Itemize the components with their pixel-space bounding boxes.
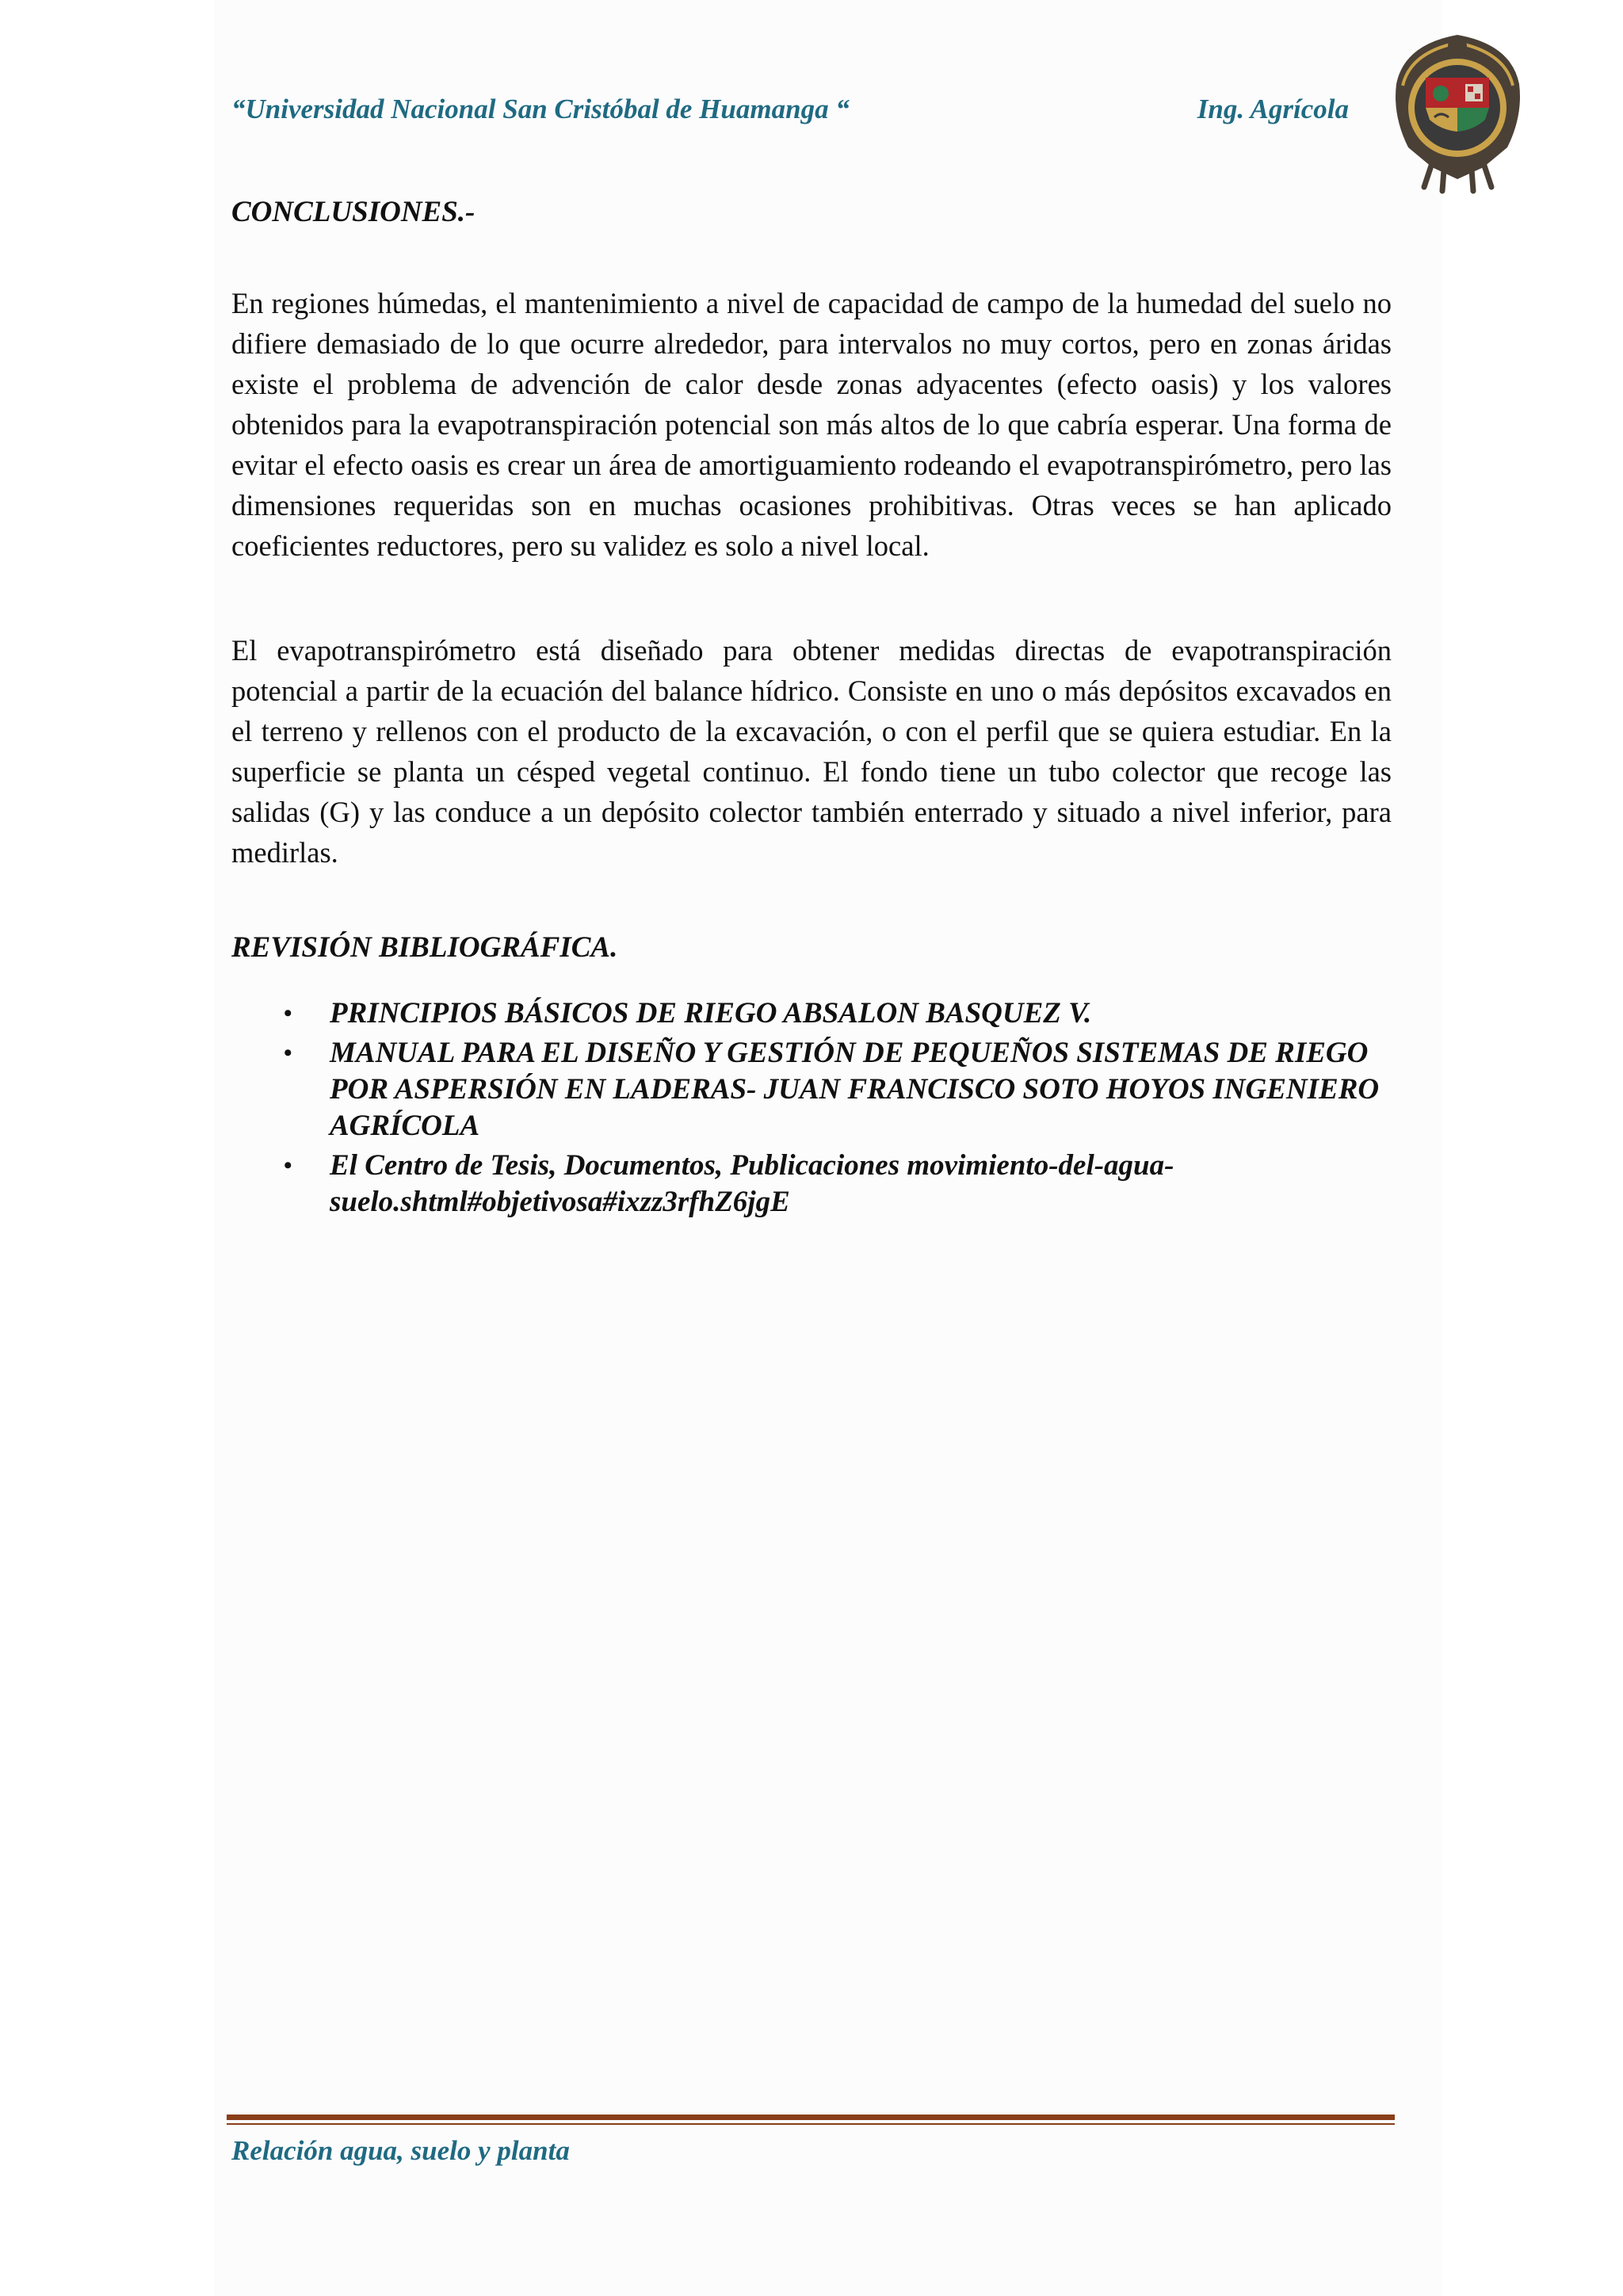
bibliography-item-text: El Centro de Tesis, Documentos, Publicaciones movimiento-del-agua-suelo.shtml#objetivosa#ixzz3rfhZ6jgE <box>330 1149 1174 1218</box>
bibliography-item <box>231 1148 1396 1221</box>
university-crest-icon <box>1388 29 1527 195</box>
footer-divider-thin <box>227 2123 1395 2125</box>
page-header <box>231 94 1349 141</box>
footer-divider <box>227 2115 1395 2120</box>
conclusions-paragraph-1: En regiones húmedas, el mantenimiento a nivel de capacidad de campo de la humedad del suelo no difiere demasiado de lo que ocurre alrededor, para intervalos no muy cortos, pero en zonas áridas existe el problema de advención de calor desde zonas adyacentes (efecto oasis) y los valores obtenidos para la evapotranspiración potencial son más altos de lo que cabría esperar. Una forma de evitar el efecto oasis es crear un área de amortiguamiento rodeando el evapotranspirómetro, pero las dimensiones requeridas son en muchas ocasiones prohibitivas. Otras veces se han aplicado coeficientes reductores, pero su validez es solo a nivel local. <box>231 286 1392 562</box>
conclusions-paragraph-2: El evapotranspirómetro está diseñado para obtener medidas directas de evapotranspiración potencial a partir de la ecuación del balance hídrico. Consiste en uno o más depósitos excavados en el terreno y rellenos con el producto de la excavación, o con el perfil que se quiera estudiar. En la superficie se planta un césped vegetal continuo. El fondo tiene un tubo colector que recoge las salidas (G) y las conduce a un depósito colector también enterrado y situado a nivel inferior, para medirlas. <box>231 633 1392 869</box>
bibliography-item <box>231 1035 1396 1144</box>
bibliography-item <box>231 995 1396 1032</box>
header-faculty-name: Ing. Agrícola <box>1197 94 1349 124</box>
footer-title: Relación agua, suelo y planta <box>231 2135 570 2166</box>
bibliography-list <box>231 995 1396 1224</box>
bibliography-item-text: PRINCIPIOS BÁSICOS DE RIEGO ABSALON BASQUEZ V. <box>330 997 1092 1030</box>
bullet-icon: • <box>284 1000 292 1026</box>
header-university-name: “Universidad Nacional San Cristóbal de Huamanga “ <box>231 94 850 124</box>
bibliography-heading: REVISIÓN BIBLIOGRÁFICA. <box>231 931 618 964</box>
bibliography-item-text: MANUAL PARA EL DISEÑO Y GESTIÓN DE PEQUEÑOS SISTEMAS DE RIEGO POR ASPERSIÓN EN LADERAS- JUAN FRANCISCO SOTO HOYOS INGENIERO AGRÍCOLA <box>330 1037 1380 1142</box>
conclusions-heading: CONCLUSIONES.- <box>231 196 475 228</box>
bullet-icon: • <box>284 1040 292 1066</box>
bullet-icon: • <box>284 1152 292 1179</box>
